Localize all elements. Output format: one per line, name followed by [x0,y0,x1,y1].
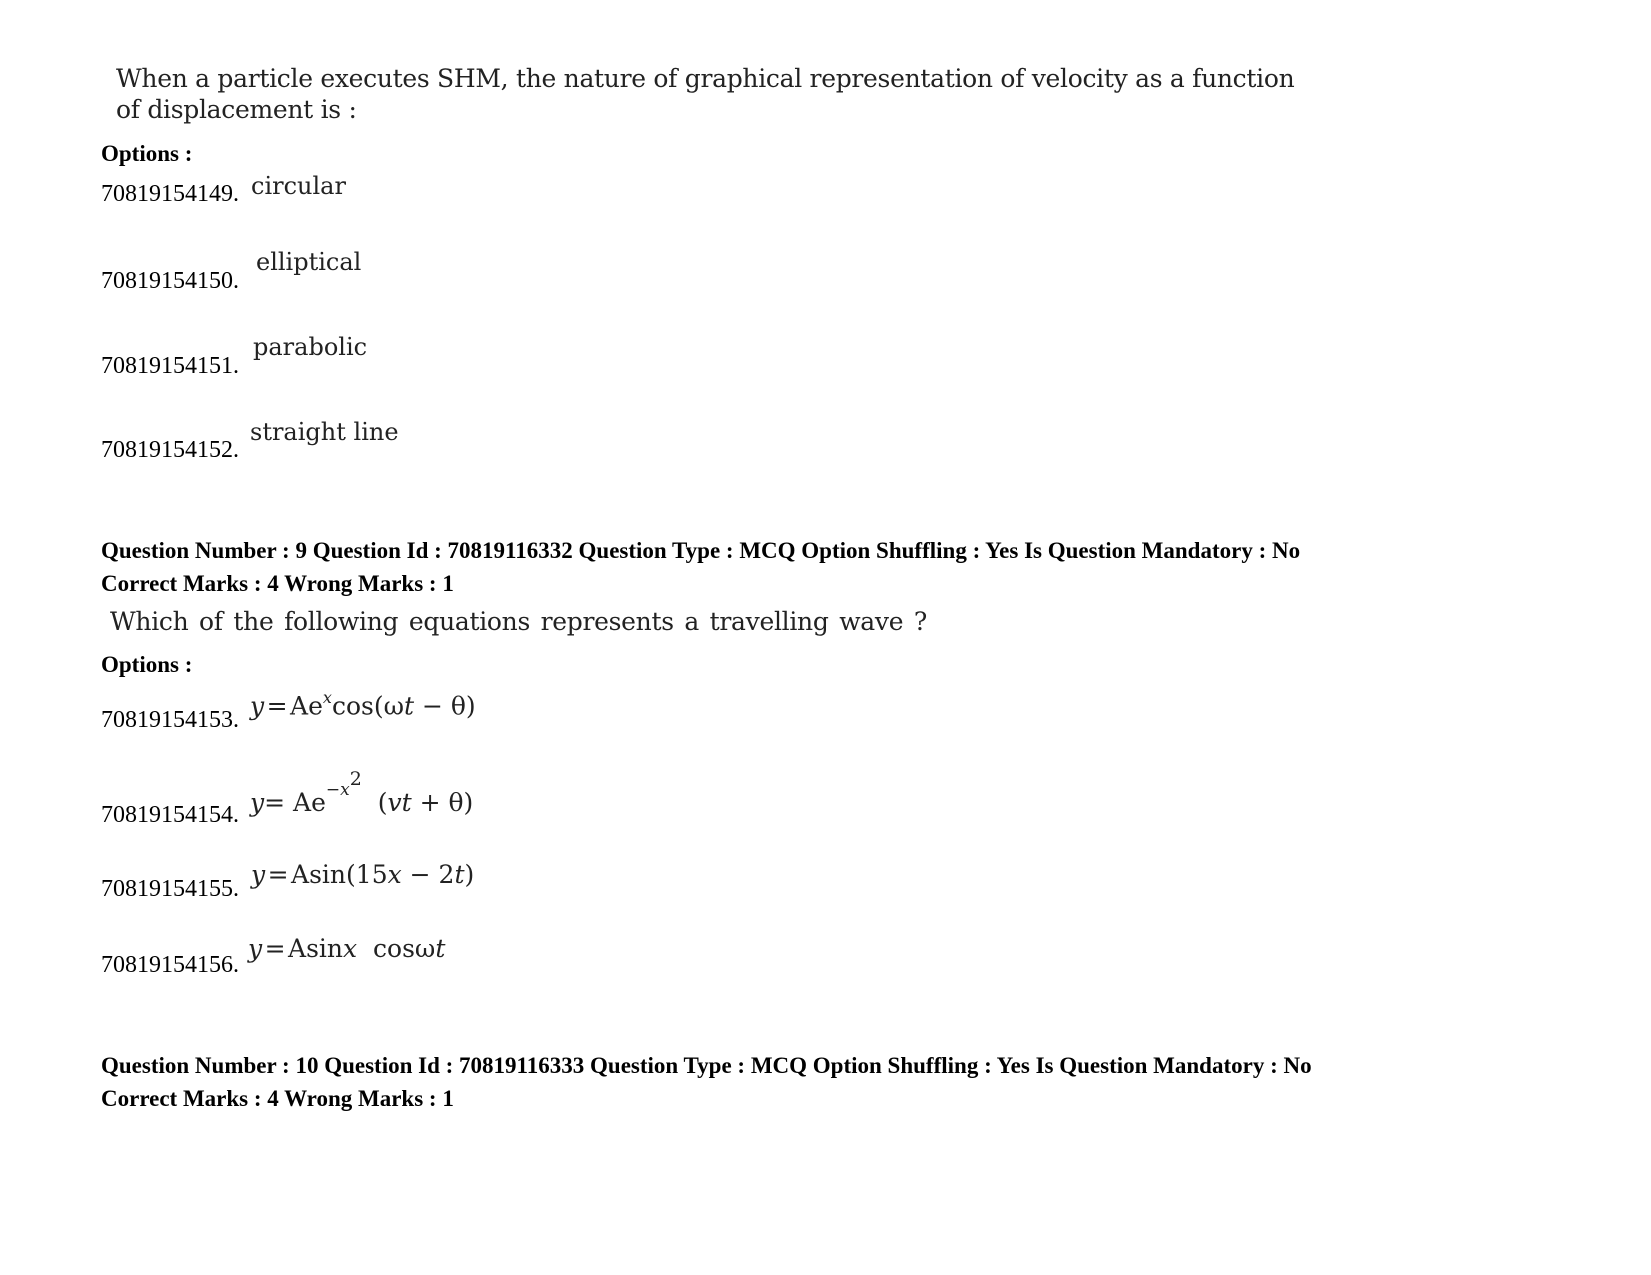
option-id: 70819154156. [101,952,239,978]
question-text-line-1: When a particle executes SHM, the nature of graphical representation of velocity as a function [116,64,1295,93]
option-equation: y = $Ae^x\cos(\omega t - \theta)$ [250,688,476,721]
option-equation: $y= Ae-x^2$ (vt + θ) [250,768,474,817]
option-id: 70819154150. [101,268,239,294]
option-id: 70819154153. [101,707,239,733]
question-header: Question Number : 10 Question Id : 70819116333 Question Type : MCQ Option Shuffling : Yes Is Question Mandatory : No [101,1053,1312,1078]
option-text: parabolic [253,333,368,361]
options-label: Options : [101,652,193,677]
option-text: elliptical [256,248,362,276]
option-text: circular [251,172,346,200]
option-id: 70819154149. [101,181,239,207]
question-marks: Correct Marks : 4 Wrong Marks : 1 [101,571,454,596]
option-text: straight line [250,418,399,446]
option-equation: y = Asinx cosωt [248,934,446,963]
option-equation: y = Asin(15x − 2t) [251,860,475,889]
option-id: 70819154151. [101,353,239,379]
question-marks: Correct Marks : 4 Wrong Marks : 1 [101,1086,454,1111]
options-label: Options : [101,141,193,166]
option-id: 70819154155. [101,876,239,902]
option-id: 70819154152. [101,437,239,463]
question-text: Which of the following equations represents a travelling wave ? [110,607,927,636]
question-header: Question Number : 9 Question Id : 70819116332 Question Type : MCQ Option Shuffling : Yes Is Question Mandatory : No [101,538,1301,563]
question-text-line-2: of displacement is : [116,95,357,124]
option-id: 70819154154. [101,802,239,828]
